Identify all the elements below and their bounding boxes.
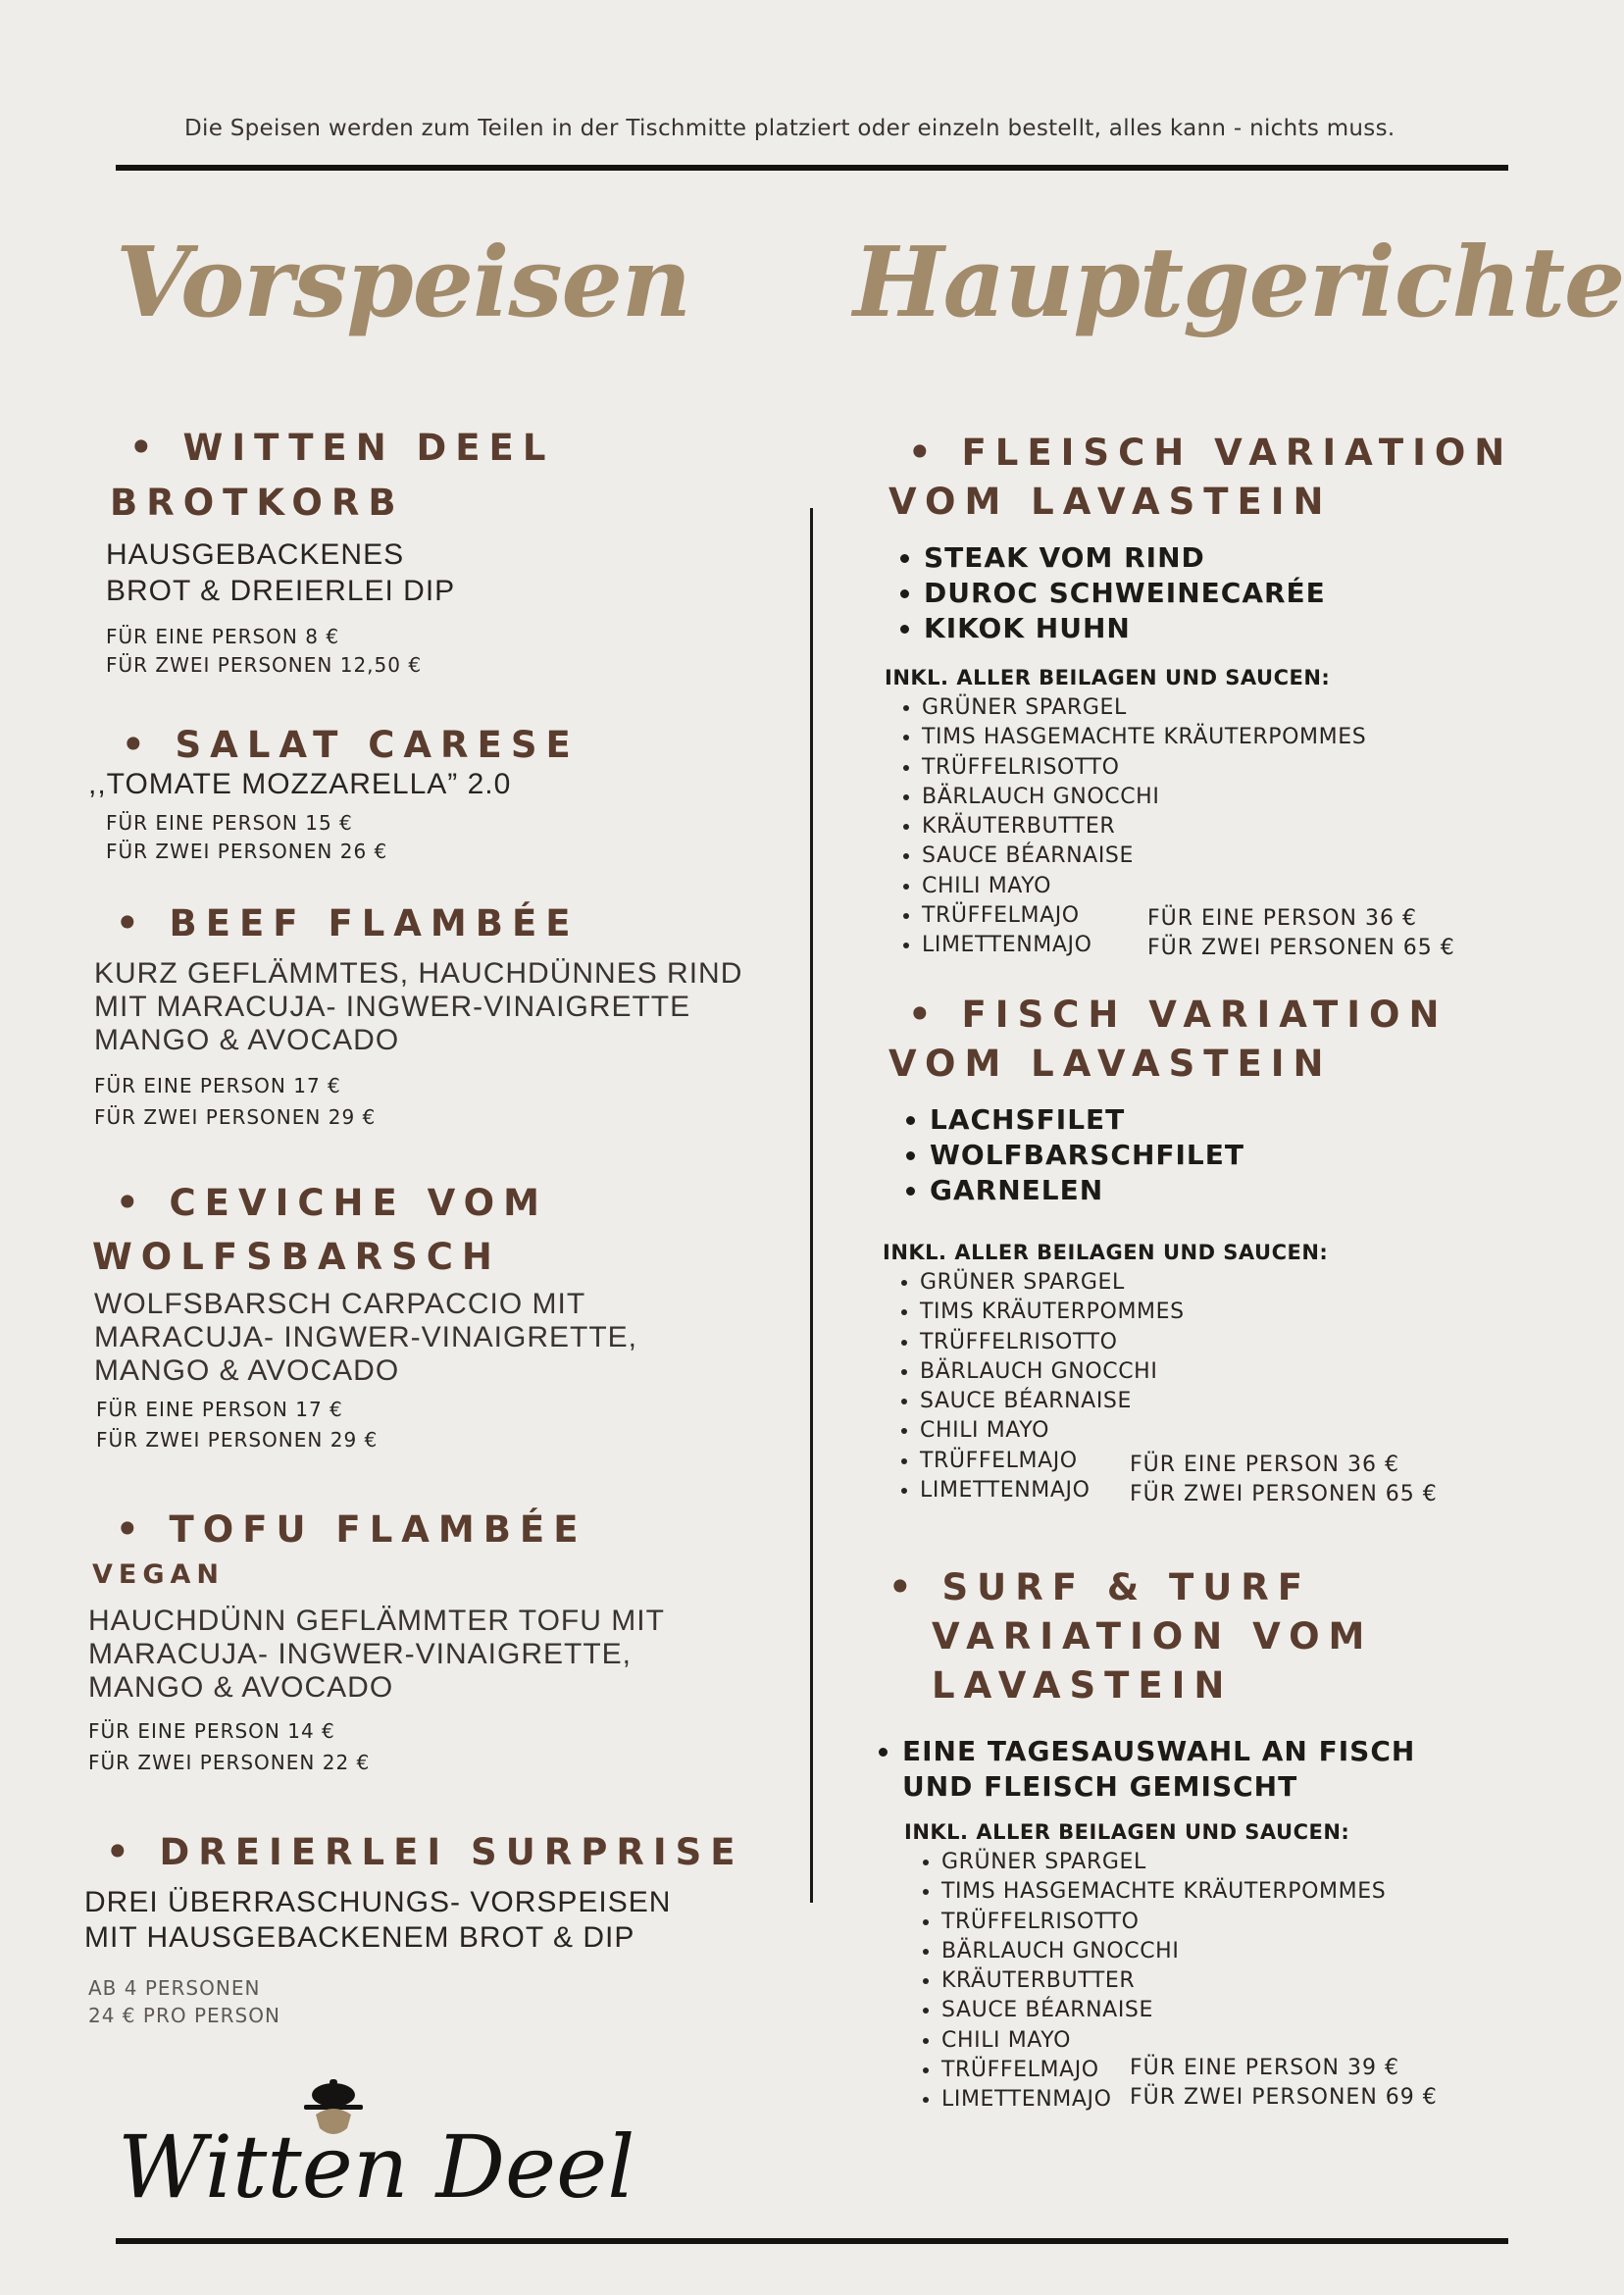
surf-price-1: FÜR EINE PERSON 39 € (1130, 2056, 1399, 2080)
side-item: • GRÜNER SPARGEL (941, 1848, 1386, 1877)
surf-incl-label: INKL. ALLER BEILAGEN UND SAUCEN: (904, 1820, 1350, 1844)
fisch-item: • WOLFBARSCHFILET (930, 1138, 1244, 1173)
fisch-heading-line2: VOM LAVASTEIN (888, 1043, 1333, 1085)
tofu-desc-2: MARACUJA- INGWER-VINAIGRETTE, (88, 1638, 633, 1670)
side-item: • BÄRLAUCH GNOCCHI (920, 1357, 1185, 1387)
ceviche-heading-line2: WOLFSBARSCH (92, 1236, 501, 1278)
vorspeisen-title: Vorspeisen (116, 227, 691, 339)
side-item: • TIMS HASGEMACHTE KRÄUTERPOMMES (941, 1877, 1386, 1907)
tofu-desc-3: MANGO & AVOCADO (88, 1671, 394, 1704)
surf-item-line1: EINE TAGESAUSWAHL AN FISCH (902, 1735, 1416, 1767)
tofu-price-2: FÜR ZWEI PERSONEN 22 € (88, 1751, 371, 1774)
side-item: • LIMETTENMAJO (941, 2085, 1386, 2115)
side-item: • CHILI MAYO (941, 2026, 1386, 2056)
surprise-heading: • DREIERLEI SURPRISE (106, 1831, 744, 1873)
fisch-heading: • FISCH VARIATION (908, 994, 1448, 1036)
fleisch-heading: • FLEISCH VARIATION (908, 432, 1514, 474)
side-item: • KRÄUTERBUTTER (941, 1966, 1386, 1996)
side-item: • TRÜFFELRISOTTO (941, 1908, 1386, 1937)
side-item: • TRÜFFELRISOTTO (922, 753, 1366, 783)
side-item: • TRÜFFELRISOTTO (920, 1328, 1185, 1357)
fisch-incl-label: INKL. ALLER BEILAGEN UND SAUCEN: (883, 1241, 1329, 1264)
side-item: • LIMETTENMAJO (922, 931, 1366, 960)
fisch-price-2: FÜR ZWEI PERSONEN 65 € (1130, 1482, 1438, 1506)
column-divider (810, 508, 813, 1903)
surf-price-2: FÜR ZWEI PERSONEN 69 € (1130, 2085, 1438, 2110)
beef-price-2: FÜR ZWEI PERSONEN 29 € (94, 1105, 377, 1129)
fisch-price-1: FÜR EINE PERSON 36 € (1130, 1453, 1399, 1477)
side-item: • CHILI MAYO (922, 872, 1366, 901)
fisch-item: • GARNELEN (930, 1173, 1244, 1208)
side-item: • TIMS KRÄUTERPOMMES (920, 1298, 1185, 1327)
fisch-item: • LACHSFILET (930, 1102, 1244, 1138)
surf-item (902, 1734, 1415, 1805)
brotkorb-desc-2: BROT & DREIERLEI DIP (106, 575, 456, 607)
tofu-desc-1: HAUCHDÜNN GEFLÄMMTER TOFU MIT (88, 1605, 665, 1637)
brotkorb-heading: • WITTEN DEEL (129, 427, 555, 469)
side-item: • BÄRLAUCH GNOCCHI (941, 1937, 1386, 1966)
intro-note: Die Speisen werden zum Teilen in der Tischmitte platziert oder einzeln bestellt, alles kann - nichts muss. (184, 116, 1396, 141)
salat-desc: ,,TOMATE MOZZARELLA” 2.0 (88, 768, 512, 800)
salat-heading: • SALAT CARESE (122, 724, 580, 766)
ceviche-desc-1: WOLFSBARSCH CARPACCIO MIT (94, 1288, 586, 1320)
surf-heading-line3: LAVASTEIN (932, 1664, 1234, 1707)
fleisch-item: • KIKOK HUHN (924, 611, 1326, 646)
fisch-items (894, 1102, 1244, 1208)
surf-item-line2: UND FLEISCH GEMISCHT (902, 1770, 1298, 1803)
tofu-heading: • TOFU FLAMBÉE (116, 1508, 587, 1551)
beef-desc-1: KURZ GEFLÄMMTES, HAUCHDÜNNES RIND (94, 957, 743, 990)
side-item: • GRÜNER SPARGEL (922, 693, 1366, 723)
surprise-price-1: AB 4 PERSONEN (88, 1976, 261, 2000)
brotkorb-price-2: FÜR ZWEI PERSONEN 12,50 € (106, 653, 423, 677)
side-item: • TIMS HASGEMACHTE KRÄUTERPOMMES (922, 723, 1366, 752)
side-item: • SAUCE BÉARNAISE (922, 842, 1366, 871)
side-item: • SAUCE BÉARNAISE (941, 1996, 1386, 2025)
tofu-price-1: FÜR EINE PERSON 14 € (88, 1719, 335, 1743)
fleisch-item: • STEAK VOM RIND (924, 540, 1326, 576)
surf-heading: • SURF & TURF (888, 1566, 1312, 1608)
side-item: • CHILI MAYO (920, 1416, 1185, 1446)
side-item: • KRÄUTERBUTTER (922, 812, 1366, 842)
ceviche-price-1: FÜR EINE PERSON 17 € (96, 1398, 343, 1421)
fleisch-price-2: FÜR ZWEI PERSONEN 65 € (1147, 936, 1455, 960)
witten-deel-logo (108, 2060, 635, 2218)
surprise-price-2: 24 € PRO PERSON (88, 2004, 280, 2027)
salat-price-2: FÜR ZWEI PERSONEN 26 € (106, 840, 388, 863)
side-item: • LIMETTENMAJO (920, 1476, 1185, 1505)
logo-text: Witten Deel (118, 2116, 635, 2218)
side-item: • TRÜFFELMAJO (941, 2056, 1386, 2085)
fleisch-price-1: FÜR EINE PERSON 36 € (1147, 906, 1417, 931)
surf-items (867, 1734, 1415, 1805)
fleisch-items (888, 540, 1326, 646)
beef-heading: • BEEF FLAMBÉE (116, 902, 580, 944)
surprise-desc-1: DREI ÜBERRASCHUNGS- VORSPEISEN (84, 1886, 672, 1918)
fleisch-incl-label: INKL. ALLER BEILAGEN UND SAUCEN: (885, 666, 1331, 689)
side-item: • SAUCE BÉARNAISE (920, 1387, 1185, 1416)
salat-price-1: FÜR EINE PERSON 15 € (106, 811, 353, 835)
ceviche-price-2: FÜR ZWEI PERSONEN 29 € (96, 1428, 379, 1452)
fleisch-item: • DUROC SCHWEINECARÉE (924, 576, 1326, 611)
surf-heading-line2: VARIATION VOM (932, 1615, 1374, 1658)
surprise-desc-2: MIT HAUSGEBACKENEM BROT & DIP (84, 1921, 635, 1954)
brotkorb-desc-1: HAUSGEBACKENES (106, 538, 405, 571)
brotkorb-heading-line2: BROTKORB (110, 482, 405, 524)
fleisch-heading-line2: VOM LAVASTEIN (888, 481, 1333, 523)
beef-price-1: FÜR EINE PERSON 17 € (94, 1074, 341, 1097)
tofu-vegan-label: VEGAN (92, 1559, 225, 1590)
ceviche-desc-3: MANGO & AVOCADO (94, 1354, 400, 1387)
hauptgerichte-title: Hauptgerichte (853, 227, 1624, 339)
side-item: • BÄRLAUCH GNOCCHI (922, 783, 1366, 812)
ceviche-heading: • CEVICHE VOM (116, 1182, 548, 1224)
ceviche-desc-2: MARACUJA- INGWER-VINAIGRETTE, (94, 1321, 638, 1353)
bottom-divider (116, 2238, 1508, 2244)
side-item: • TRÜFFELMAJO (922, 901, 1366, 931)
side-item: • TRÜFFELMAJO (920, 1447, 1185, 1476)
beef-desc-2: MIT MARACUJA- INGWER-VINAIGRETTE (94, 991, 691, 1023)
brotkorb-price-1: FÜR EINE PERSON 8 € (106, 625, 340, 648)
beef-desc-3: MANGO & AVOCADO (94, 1024, 400, 1056)
side-item: • GRÜNER SPARGEL (920, 1268, 1185, 1298)
top-divider (116, 165, 1508, 171)
